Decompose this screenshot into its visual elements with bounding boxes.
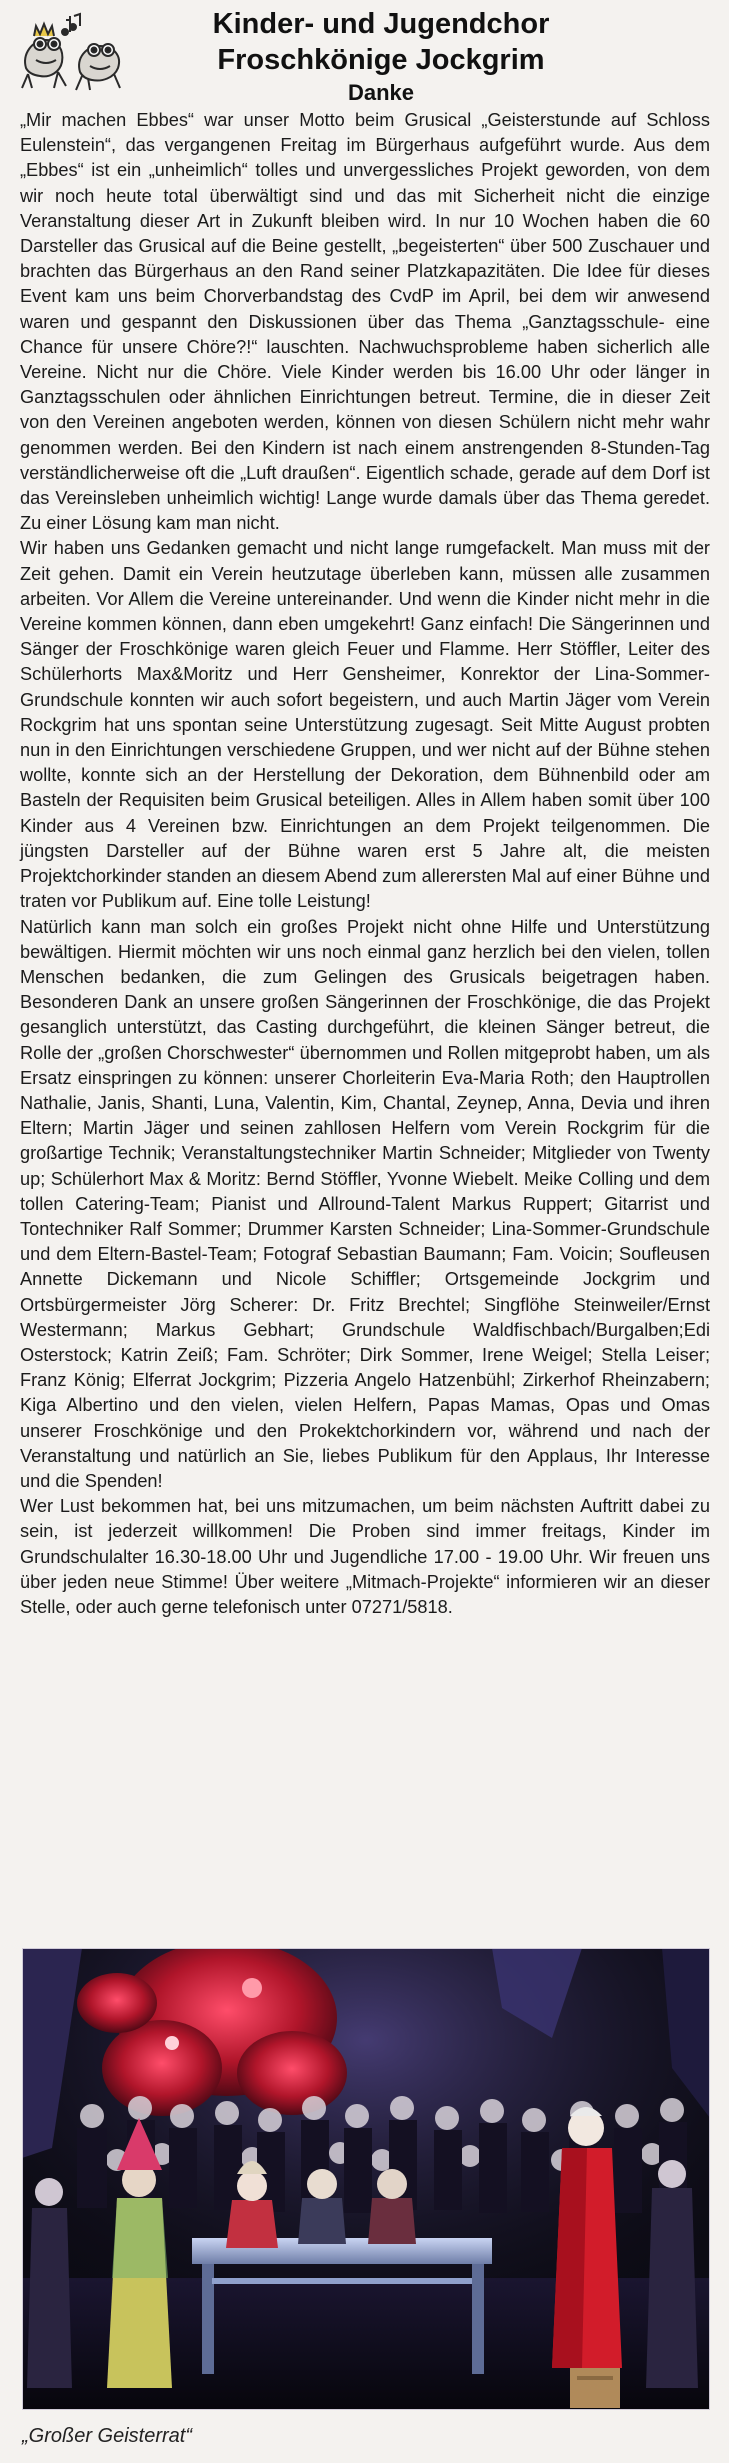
article-subtitle: Danke — [347, 80, 415, 105]
frog-logo-icon — [18, 10, 128, 94]
article-body — [20, 108, 710, 1620]
photo-caption: „Großer Geisterrat“ — [22, 2425, 193, 2447]
article-title-line-2: Froschkönige Jockgrim — [217, 44, 545, 76]
paragraph-invitation: Wer Lust bekommen hat, bei uns mitzumachen, um beim nächsten Auftritt dabei zu sein, ist jederzeit willkommen! Die Proben sind immer freitags, Kinder im Grundschulalter 16.30-18.00 Uhr und Jugendliche 17.00 - 19.00 Uhr. Wir freuen uns über jeden neue Stimme! Über weitere „Mitmach-Projekte“ informieren wir an dieser Stelle, oder auch gerne telefonisch unter 07271/5818. — [20, 1496, 710, 1617]
paragraph-thanks: Natürlich kann man solch ein großes Projekt nicht ohne Hilfe und Unterstützung bewältigen. Hiermit möchten wir uns noch einmal ganz herzlich bei den vielen, tollen Menschen bedanken, die zum Gelingen des Grusicals beigetragen haben. Besonderen Dank an unsere großen Sängerinnen der Froschkönige, die das Projekt gesanglich unterstützt, das Casting durchgeführt, die kleinen Sänger betreut, die Rolle der „großen Chorschwester“ übernommen und Rollen mitgeprobt haben, um als Ersatz einspringen zu können: unserer Chorleiterin Eva-Maria Roth; den Hauptrollen Nathalie, Janis, Shanti, Luna, Valentin, Kim, Chantal, Zeynep, Anna, Devia und ihren Eltern; Martin Jäger und seinen zahllosen Helfern vom Verein Rockgrim für die großartige Technik; Veranstaltungstechniker Martin Schneider; Mitglieder von Twenty up; Schülerhort Max & Moritz: Bernd Stöffler, Yvonne Wiebelt. Meike Colling und dem tollen Catering-Team; Pianist und Allround-Talent Markus Ruppert; Gitarrist und Tontechniker Ralf Sommer; Drummer Karsten Schneider; Lina-Sommer-Grundschule und dem Eltern-Bastel-Team; Fotograf Sebastian Baumann; Fam. Voicin; Soufleusen Annette Dickemann und Nicole Schiffler; Ortsgemeinde Jockgrim und Ortsbürgermeister Jörg Scherer: Dr. Fritz Brechtel; Singflöhe Steinweiler/Ernst Westermann; Markus Gebhart; Grundschule Waldfischbach/Burgalben;Edi Osterstock; Katrin Zeiß; Fam. Schröter; Dirk Sommer, Irene Weigel; Stella Leiser; Franz König; Elferrat Jockgrim; Pizzeria Angelo Hatzenbühl; Zirkerhof Rheinzabern; Kiga Albertino und den vielen, vielen Helfern, Papas Mamas, Opas und Omas unserer Froschkönige und den Prokektchorkindern vor, während und nach der Veranstaltung und natürlich an Sie, liebes Publikum für den Applaus, Ihr Interesse und die Spenden! — [20, 916, 710, 1491]
article-title-line-1: Kinder- und Jugendchor — [212, 8, 550, 40]
article-header — [18, 6, 718, 106]
paragraph-intro: „Mir machen Ebbes“ war unser Motto beim Grusical „Geisterstunde auf Schloss Eulenstein“, das vergangenen Freitag im Bürgerhaus aufgeführt wurde. Aus dem „Ebbes“ ist ein „unheimlich“ tolles und unvergessliches Projekt geworden, von dem wir noch heute total überwältigt sind und das mit Sicherheit nicht die einzige Veranstaltung dieser Art in Zukunft bleiben wird. In nur 10 Wochen haben die 60 Darsteller das Grusical auf die Beine gestellt, „begeisterten“ über 500 Zuschauer und brachten das Bürgerhaus an den Rand seiner Platzkapazitäten. Die Idee für dieses Event kam uns beim Chorverbandstag des CvdP im April, bei dem wir anwesend waren und gespannt den Diskussionen über das Thema „Ganztagsschule- eine Chance für unsere Chöre?!“ lauschten. Nachwuchsprobleme haben sicherlich alle Vereine. Nicht nur die Chöre. Viele Kinder werden bis 16.00 Uhr oder länger in Ganztagsschulen oder ähnlichen Einrichtungen betreut. Termine, die in dieser Zeit von den Vereinen angeboten werden, können von diesen Schülern nicht mehr wahr genommen werden. Bei den Kindern ist nach einem anstrengenden 8-Stunden-Tag verständlicherweise oft die „Luft draußen“. Eigentlich schade, gerade auf dem Dorf ist das Vereinsleben unheimlich wichtig! Lange wurde damals über das Thema geredet. Zu einer Lösung kam man nicht. — [20, 110, 710, 534]
red-balloon-decoration — [77, 1948, 347, 2116]
title-block — [136, 6, 626, 108]
paragraph-project: Wir haben uns Gedanken gemacht und nicht lange rumgefackelt. Man muss mit der Zeit gehen. Damit ein Verein heutzutage überleben kann, müssen alle zusammen arbeiten. Vor Allem die Vereine untereinander. Und wenn die Kinder nicht mehr in die Vereine kommen können, dann eben umgekehrt! Ganz einfach! Die Sängerinnen und Sänger der Froschkönige waren gleich Feuer und Flamme. Herr Stöffler, Leiter des Schülerhorts Max&Moritz und Herr Gensheimer, Konrektor der Lina-Sommer-Grundschule konnten wir auch sofort begeistern, und auch Martin Jäger vom Verein Rockgrim hat uns spontan seine Unterstützung zugesagt. Seit Mitte August probten nun in den Einrichtungen verschiedene Gruppen, und wer nicht auf der Bühne stehen wollte, konnte sich an der Herstellung der Dekoration, dem Bühnenbild oder am Basteln der Requisiten beim Grusical beteiligen. Alles in Allem haben somit über 100 Kinder aus 4 Vereinen bzw. Einrichtungen an dem Projekt teilgenommen. Die jüngsten Darsteller auf der Bühne waren erst 5 Jahre alt, die meisten Projektchorkinder standen an diesem Abend zum allerersten Mal auf einer Bühne und traten vor Publikum auf. Eine tolle Leistung! — [20, 538, 710, 912]
stage-photo — [22, 1948, 710, 2410]
